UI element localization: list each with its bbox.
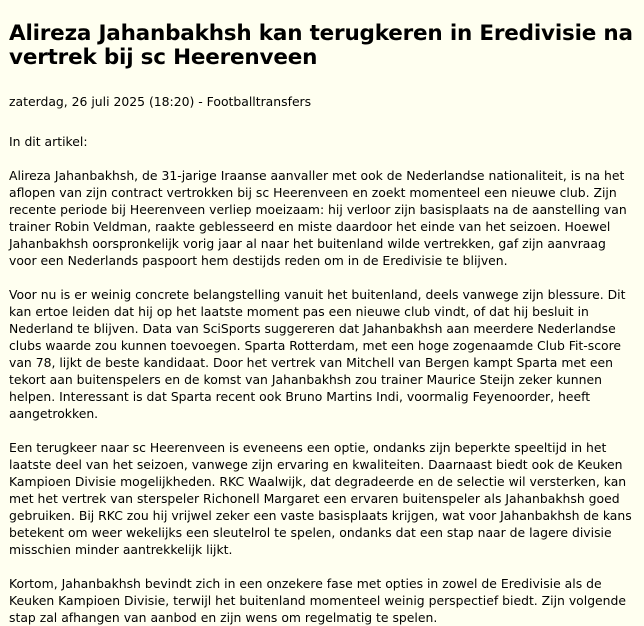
article-meta: zaterdag, 26 juli 2025 (18:20) - Footballtransfers — [9, 94, 312, 109]
article-paragraph-3: Een terugkeer naar sc Heerenveen is eveneens een optie, ondanks zijn beperkte speeltijd in het laatste deel van het seizoen, vanwege zijn ervaring en kwaliteiten. Daarnaast biedt ook de Keuken Kampioen Divisie mogelijkheden. RKC Waalwijk, dat degradeerde en de selectie wil versterken, kan met het vertrek van sterspeler Richonell Margaret een ervaren buitenspeler als Jahanbakhsh goed gebruiken. Bij RKC zou hij vrijwel zeker een vaste basisplaats krijgen, wat voor Jahanbakhsh de kans betekent om weer wekelijks een sleutelrol te spelen, ondanks dat een stap naar de lagere divisie misschien minder aantrekkelijk lijkt. — [9, 440, 632, 557]
article-paragraph-2: Voor nu is er weinig concrete belangstelling vanuit het buitenland, deels vanwege zijn blessure. Dit kan ertoe leiden dat hij op het laatste moment pas een nieuwe club vindt, of dat hij besluit in Nederland te blijven. Data van SciSports suggereren dat Jahanbakhsh aan meerdere Nederlandse clubs waarde zou kunnen toevoegen. Sparta Rotterdam, met een hoge zogenaamde Club Fit-score van 78, lijkt de beste kandidaat. Door het vertrek van Mitchell van Bergen kampt Sparta met een tekort aan buitenspelers en de komst van Jahanbakhsh zou trainer Maurice Steijn zeker kunnen helpen. Interessant is dat Sparta recent ook Bruno Martins Indi, voormalig Feyenoorder, heeft aangetrokken. — [9, 287, 626, 421]
article-title: Alireza Jahanbakhsh kan terugkeren in Eredivisie na vertrek bij sc Heerenveen — [9, 21, 633, 70]
article-paragraph-4: Kortom, Jahanbakhsh bevindt zich in een onzekere fase met opties in zowel de Eredivisie als de Keuken Kampioen Divisie, terwijl het buitenland momenteel weinig perspectief biedt. Zijn volgende stap zal afhangen van aanbod en zijn wens om regelmatig te spelen. — [9, 576, 627, 625]
article-intro: In dit artikel: — [9, 134, 88, 149]
article-paragraph-1: Alireza Jahanbakhsh, de 31-jarige Iraanse aanvaller met ook de Nederlandse nationaliteit, is na het aflopen van zijn contract vertrokken bij sc Heerenveen en zoekt momenteel een nieuwe club. Zijn recente periode bij Heerenveen verliep moeizaam: hij verloor zijn basisplaats na de aanstelling van trainer Robin Veldman, raakte geblesseerd en miste daardoor het einde van het seizoen. Hoewel Jahanbakhsh oorspronkelijk vorig jaar al naar het buitenland wilde vertrekken, gaf zijn aanvraag voor een Nederlands paspoort hem destijds reden om in de Eredivisie te blijven. — [9, 168, 627, 268]
